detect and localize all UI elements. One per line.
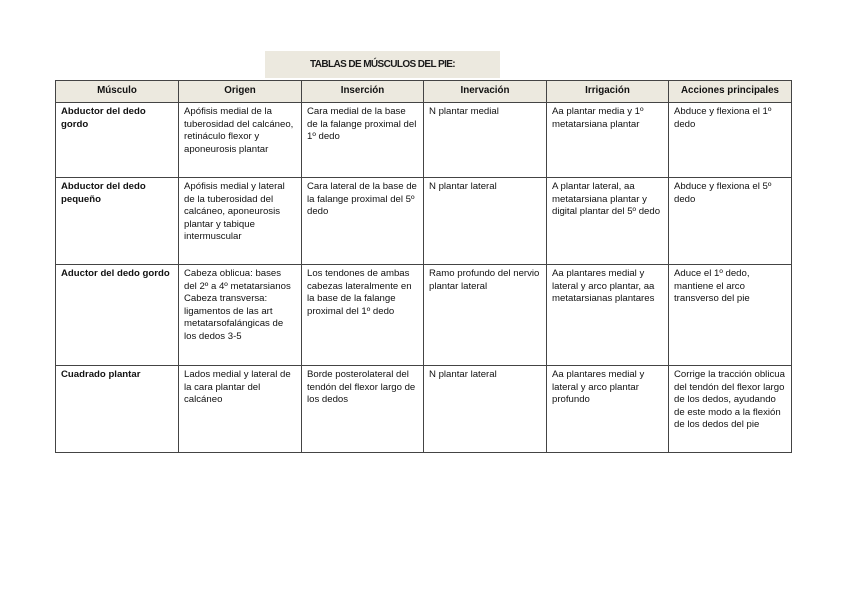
cell-inervacion: N plantar lateral	[424, 178, 547, 265]
cell-inervacion: N plantar medial	[424, 103, 547, 178]
cell-insercion: Cara medial de la base de la falange proximal del 1º dedo	[302, 103, 424, 178]
cell-origen: Apófisis medial de la tuberosidad del calcáneo, retináculo flexor y aponeurosis plantar	[179, 103, 302, 178]
table-row	[56, 366, 792, 453]
cell-acciones: Aduce el 1º dedo, mantiene el arco transverso del pie	[669, 265, 792, 366]
cell-insercion: Borde posterolateral del tendón del flexor largo de los dedos	[302, 366, 424, 453]
cell-musculo: Cuadrado plantar	[56, 366, 179, 453]
header-insercion: Inserción	[302, 81, 424, 103]
cell-irrigacion: Aa plantares medial y lateral y arco plantar profundo	[547, 366, 669, 453]
table-title: TABLAS DE MÚSCULOS DEL PIE:	[265, 51, 500, 78]
header-inervacion: Inervación	[424, 81, 547, 103]
header-musculo: Músculo	[56, 81, 179, 103]
muscles-table	[55, 80, 792, 453]
cell-irrigacion: A plantar lateral, aa metatarsiana plantar y digital plantar del 5º dedo	[547, 178, 669, 265]
cell-inervacion: Ramo profundo del nervio plantar lateral	[424, 265, 547, 366]
table-row	[56, 178, 792, 265]
header-origen: Origen	[179, 81, 302, 103]
cell-acciones: Abduce y flexiona el 1º dedo	[669, 103, 792, 178]
cell-musculo: Abductor del dedo gordo	[56, 103, 179, 178]
header-irrigacion: Irrigación	[547, 81, 669, 103]
cell-origen: Lados medial y lateral de la cara plantar del calcáneo	[179, 366, 302, 453]
header-acciones: Acciones principales	[669, 81, 792, 103]
cell-irrigacion: Aa plantar media y 1º metatarsiana plantar	[547, 103, 669, 178]
table-header-row	[56, 81, 792, 103]
cell-insercion: Cara lateral de la base de la falange proximal del 5º dedo	[302, 178, 424, 265]
cell-origen: Apófisis medial y lateral de la tuberosidad del calcáneo, aponeurosis plantar y tabique intermuscular	[179, 178, 302, 265]
cell-insercion: Los tendones de ambas cabezas lateralmente en la base de la falange proximal del 1º dedo	[302, 265, 424, 366]
table-row	[56, 265, 792, 366]
cell-acciones: Abduce y flexiona el 5º dedo	[669, 178, 792, 265]
table-row	[56, 103, 792, 178]
cell-irrigacion: Aa plantares medial y lateral y arco plantar, aa metatarsianas plantares	[547, 265, 669, 366]
cell-musculo: Aductor del dedo gordo	[56, 265, 179, 366]
cell-acciones: Corrige la tracción oblicua del tendón del flexor largo de los dedos, ayudando de este modo a la flexión de los dedos del pie	[669, 366, 792, 453]
cell-inervacion: N plantar lateral	[424, 366, 547, 453]
cell-musculo: Abductor del dedo pequeño	[56, 178, 179, 265]
cell-origen: Cabeza oblicua: bases del 2º a 4º metatarsianos Cabeza transversa: ligamentos de las art metatarsofalángicas de los dedos 3-5	[179, 265, 302, 366]
